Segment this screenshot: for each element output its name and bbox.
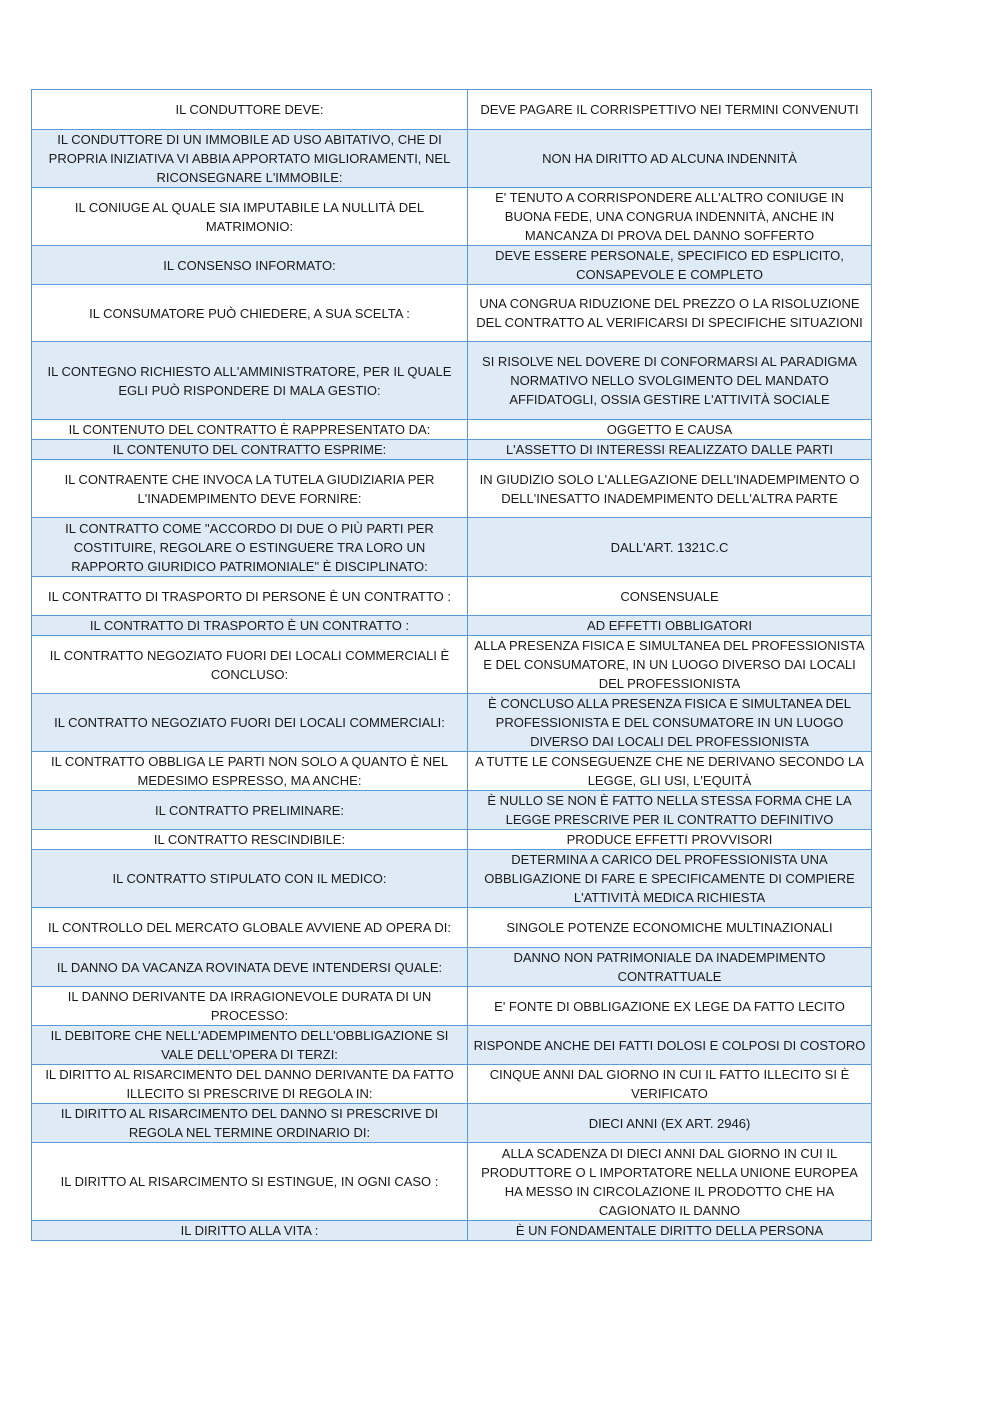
table-row [32, 752, 872, 791]
table-row [32, 420, 872, 440]
answer-cell: SINGOLE POTENZE ECONOMICHE MULTINAZIONALI [468, 908, 872, 948]
answer-cell: DETERMINA A CARICO DEL PROFESSIONISTA UNA OBBLIGAZIONE DI FARE E SPECIFICAMENTE DI COMPIERE L'ATTIVITÀ MEDICA RICHIESTA [468, 850, 872, 908]
answer-cell: DALL'ART. 1321C.C [468, 518, 872, 577]
table-row [32, 616, 872, 636]
question-cell: IL CONTRATTO OBBLIGA LE PARTI NON SOLO A QUANTO È NEL MEDESIMO ESPRESSO, MA ANCHE: [32, 752, 468, 791]
table-row [32, 1143, 872, 1221]
answer-cell: SI RISOLVE NEL DOVERE DI CONFORMARSI AL PARADIGMA NORMATIVO NELLO SVOLGIMENTO DEL MANDATO AFFIDATOGLI, OSSIA GESTIRE L'ATTIVITÀ SOCIALE [468, 342, 872, 420]
question-cell: IL CONTRATTO DI TRASPORTO È UN CONTRATTO : [32, 616, 468, 636]
answer-cell: AD EFFETTI OBBLIGATORI [468, 616, 872, 636]
answer-cell: È CONCLUSO ALLA PRESENZA FISICA E SIMULTANEA DEL PROFESSIONISTA E DEL CONSUMATORE IN UN LUOGO DIVERSO DAI LOCALI DEL PROFESSIONISTA [468, 694, 872, 752]
table-row [32, 285, 872, 342]
answer-cell: RISPONDE ANCHE DEI FATTI DOLOSI E COLPOSI DI COSTORO [468, 1026, 872, 1065]
answer-cell: PRODUCE EFFETTI PROVVISORI [468, 830, 872, 850]
table-row [32, 948, 872, 987]
table-row [32, 188, 872, 246]
question-cell: IL CONTRAENTE CHE INVOCA LA TUTELA GIUDIZIARIA PER L'INADEMPIMENTO DEVE FORNIRE: [32, 460, 468, 518]
answer-cell: DEVE ESSERE PERSONALE, SPECIFICO ED ESPLICITO, CONSAPEVOLE E COMPLETO [468, 246, 872, 285]
question-cell: IL CONTENUTO DEL CONTRATTO ESPRIME: [32, 440, 468, 460]
qa-table [31, 89, 872, 1241]
answer-cell: L'ASSETTO DI INTERESSI REALIZZATO DALLE PARTI [468, 440, 872, 460]
question-cell: IL CONTROLLO DEL MERCATO GLOBALE AVVIENE AD OPERA DI: [32, 908, 468, 948]
question-cell: IL DIRITTO AL RISARCIMENTO DEL DANNO DERIVANTE DA FATTO ILLECITO SI PRESCRIVE DI REGOLA IN: [32, 1065, 468, 1104]
question-cell: IL CONTRATTO PRELIMINARE: [32, 791, 468, 830]
table-row [32, 90, 872, 130]
answer-cell: E' TENUTO A CORRISPONDERE ALL'ALTRO CONIUGE IN BUONA FEDE, UNA CONGRUA INDENNITÀ, ANCHE IN MANCANZA DI PROVA DEL DANNO SOFFERTO [468, 188, 872, 246]
question-cell: IL CONTRATTO COME "ACCORDO DI DUE O PIÙ PARTI PER COSTITUIRE, REGOLARE O ESTINGUERE TRA LORO UN RAPPORTO GIURIDICO PATRIMONIALE" È DISCIPLINATO: [32, 518, 468, 577]
table-row [32, 830, 872, 850]
answer-cell: UNA CONGRUA RIDUZIONE DEL PREZZO O LA RISOLUZIONE DEL CONTRATTO AL VERIFICARSI DI SPECIFICHE SITUAZIONI [468, 285, 872, 342]
question-cell: IL CONTRATTO DI TRASPORTO DI PERSONE È UN CONTRATTO : [32, 577, 468, 616]
table-row [32, 791, 872, 830]
question-cell: IL CONDUTTORE DI UN IMMOBILE AD USO ABITATIVO, CHE DI PROPRIA INIZIATIVA VI ABBIA APPORTATO MIGLIORAMENTI, NEL RICONSEGNARE L'IMMOBILE: [32, 130, 468, 188]
question-cell: IL CONTENUTO DEL CONTRATTO È RAPPRESENTATO DA: [32, 420, 468, 440]
table-row [32, 1221, 872, 1241]
table-row [32, 636, 872, 694]
question-cell: IL CONTRATTO NEGOZIATO FUORI DEI LOCALI COMMERCIALI È CONCLUSO: [32, 636, 468, 694]
question-cell: IL DIRITTO ALLA VITA : [32, 1221, 468, 1241]
question-cell: IL DIRITTO AL RISARCIMENTO DEL DANNO SI PRESCRIVE DI REGOLA NEL TERMINE ORDINARIO DI: [32, 1104, 468, 1143]
table-row [32, 577, 872, 616]
question-cell: IL CONTRATTO STIPULATO CON IL MEDICO: [32, 850, 468, 908]
table-row [32, 908, 872, 948]
question-cell: IL DANNO DERIVANTE DA IRRAGIONEVOLE DURATA DI UN PROCESSO: [32, 987, 468, 1026]
answer-cell: È UN FONDAMENTALE DIRITTO DELLA PERSONA [468, 1221, 872, 1241]
answer-cell: CONSENSUALE [468, 577, 872, 616]
answer-cell: E' FONTE DI OBBLIGAZIONE EX LEGE DA FATTO LECITO [468, 987, 872, 1026]
table-row [32, 440, 872, 460]
question-cell: IL CONSUMATORE PUÒ CHIEDERE, A SUA SCELTA : [32, 285, 468, 342]
question-cell: IL DANNO DA VACANZA ROVINATA DEVE INTENDERSI QUALE: [32, 948, 468, 987]
answer-cell: DEVE PAGARE IL CORRISPETTIVO NEI TERMINI CONVENUTI [468, 90, 872, 130]
table-row [32, 1104, 872, 1143]
answer-cell: È NULLO SE NON È FATTO NELLA STESSA FORMA CHE LA LEGGE PRESCRIVE PER IL CONTRATTO DEFINITIVO [468, 791, 872, 830]
answer-cell: ALLA SCADENZA DI DIECI ANNI DAL GIORNO IN CUI IL PRODUTTORE O L IMPORTATORE NELLA UNIONE EUROPEA HA MESSO IN CIRCOLAZIONE IL PRODOTTO CHE HA CAGIONATO IL DANNO [468, 1143, 872, 1221]
answer-cell: ALLA PRESENZA FISICA E SIMULTANEA DEL PROFESSIONISTA E DEL CONSUMATORE, IN UN LUOGO DIVERSO DAI LOCALI DEL PROFESSIONISTA [468, 636, 872, 694]
table-row [32, 1065, 872, 1104]
question-cell: IL CONTRATTO RESCINDIBILE: [32, 830, 468, 850]
answer-cell: IN GIUDIZIO SOLO L'ALLEGAZIONE DELL'INADEMPIMENTO O DELL'INESATTO INADEMPIMENTO DELL'ALTRA PARTE [468, 460, 872, 518]
question-cell: IL DEBITORE CHE NELL'ADEMPIMENTO DELL'OBBLIGAZIONE SI VALE DELL'OPERA DI TERZI: [32, 1026, 468, 1065]
answer-cell: A TUTTE LE CONSEGUENZE CHE NE DERIVANO SECONDO LA LEGGE, GLI USI, L'EQUITÀ [468, 752, 872, 791]
table-row [32, 460, 872, 518]
table-row [32, 694, 872, 752]
answer-cell: DANNO NON PATRIMONIALE DA INADEMPIMENTO CONTRATTUALE [468, 948, 872, 987]
table-row [32, 342, 872, 420]
question-cell: IL CONSENSO INFORMATO: [32, 246, 468, 285]
answer-cell: OGGETTO E CAUSA [468, 420, 872, 440]
table-row [32, 130, 872, 188]
table-row [32, 850, 872, 908]
question-cell: IL CONIUGE AL QUALE SIA IMPUTABILE LA NULLITÀ DEL MATRIMONIO: [32, 188, 468, 246]
answer-cell: DIECI ANNI (EX ART. 2946) [468, 1104, 872, 1143]
question-cell: IL CONTEGNO RICHIESTO ALL'AMMINISTRATORE, PER IL QUALE EGLI PUÒ RISPONDERE DI MALA GESTIO: [32, 342, 468, 420]
table-row [32, 518, 872, 577]
table-row [32, 246, 872, 285]
answer-cell: NON HA DIRITTO AD ALCUNA INDENNITÀ [468, 130, 872, 188]
answer-cell: CINQUE ANNI DAL GIORNO IN CUI IL FATTO ILLECITO SI È VERIFICATO [468, 1065, 872, 1104]
table-row [32, 1026, 872, 1065]
question-cell: IL CONTRATTO NEGOZIATO FUORI DEI LOCALI COMMERCIALI: [32, 694, 468, 752]
question-cell: IL CONDUTTORE DEVE: [32, 90, 468, 130]
question-cell: IL DIRITTO AL RISARCIMENTO SI ESTINGUE, IN OGNI CASO : [32, 1143, 468, 1221]
table-row [32, 987, 872, 1026]
